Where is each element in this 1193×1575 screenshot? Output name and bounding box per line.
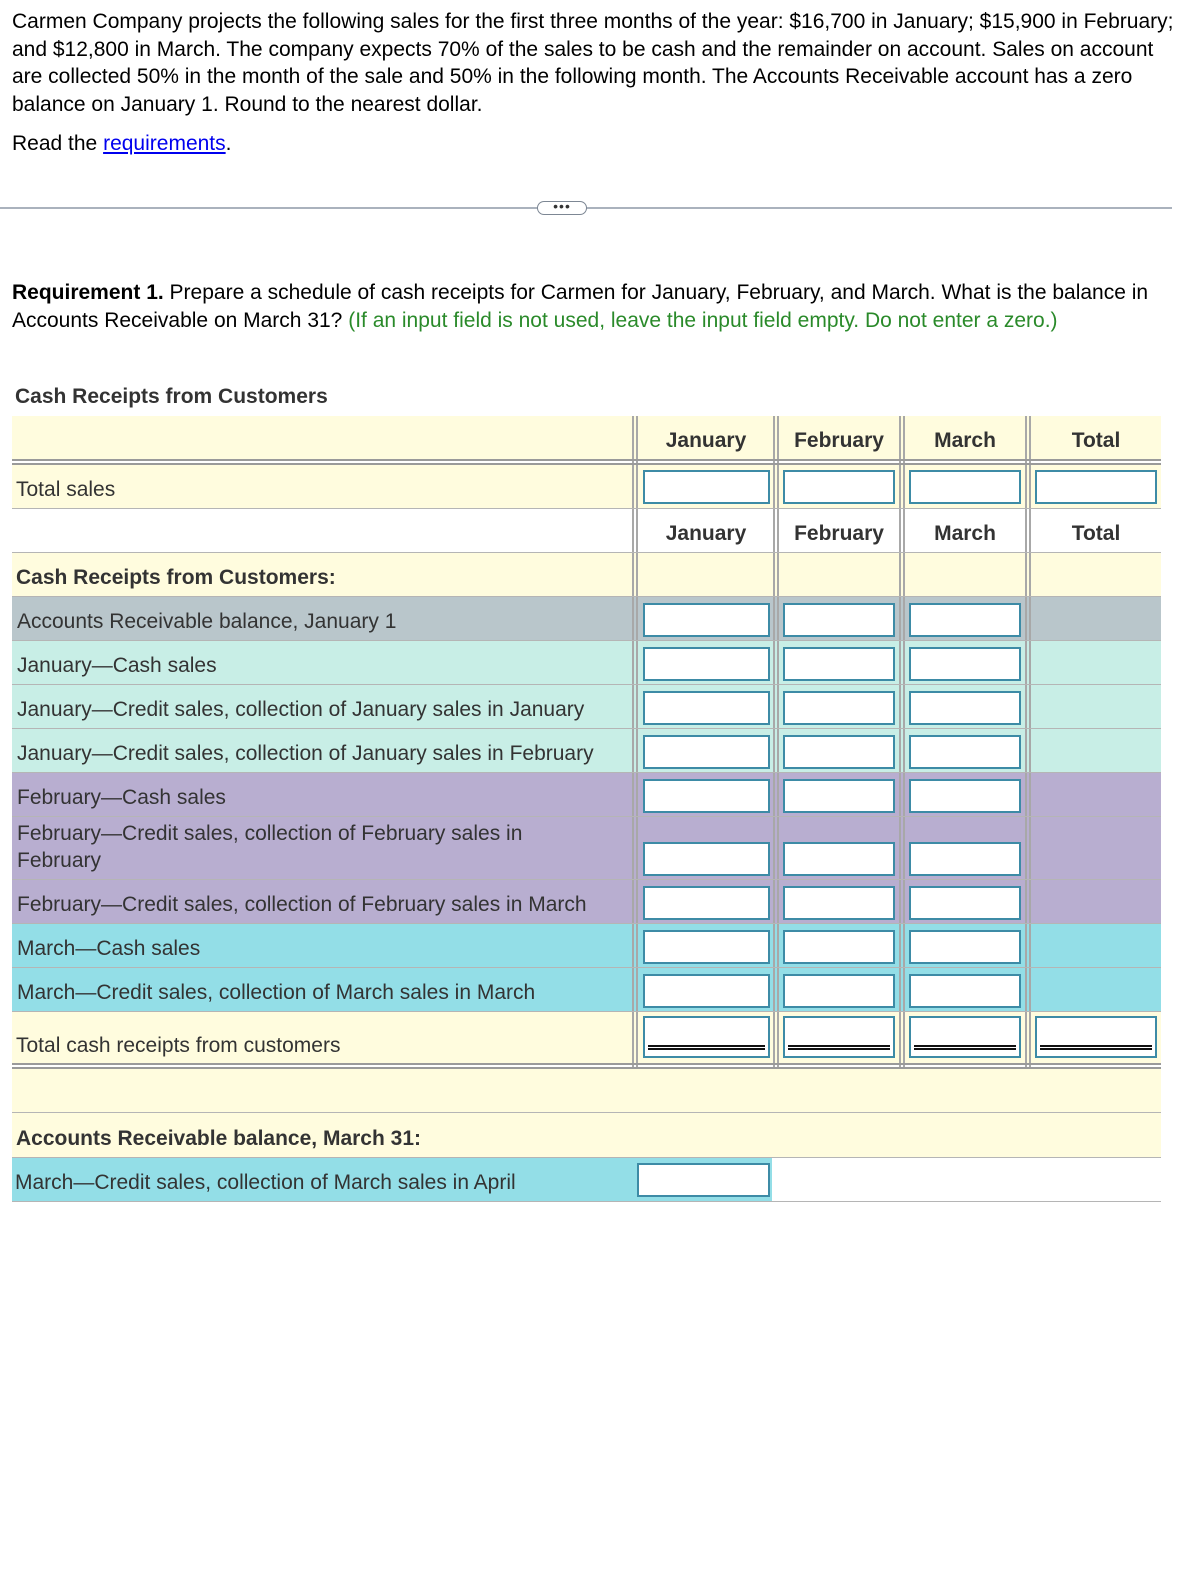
double-underline <box>788 1045 890 1050</box>
total-cash-february-input[interactable] <box>783 1016 895 1058</box>
double-underline <box>1040 1045 1152 1050</box>
requirement-body: Prepare a schedule of cash receipts for Carmen for January, February, and March. What is the balance in Accounts Receivable on March 31? <box>12 281 1149 332</box>
jan-credit-jan-march-input[interactable] <box>909 691 1021 725</box>
jan-cash-february-input[interactable] <box>783 647 895 681</box>
section-label: Cash Receipts from Customers: <box>16 566 336 589</box>
row-label: January—Credit sales, collection of January sales in January <box>17 698 585 721</box>
mar-cash-january-input[interactable] <box>643 930 770 964</box>
rule <box>12 1201 1161 1202</box>
rule <box>12 967 1161 968</box>
feb-credit-mar-march-input[interactable] <box>909 886 1021 920</box>
read-suffix: . <box>225 132 232 155</box>
feb-cash-march-input[interactable] <box>909 779 1021 813</box>
rule <box>12 879 1161 880</box>
row-label: February—Credit sales, collection of February sales in February <box>17 822 523 872</box>
total-sales-march-input[interactable] <box>909 470 1021 504</box>
ar-march31-label: Accounts Receivable balance, March 31: <box>16 1127 421 1150</box>
jan-cash-january-input[interactable] <box>643 647 770 681</box>
total-cash-january-input[interactable] <box>643 1016 770 1058</box>
rule <box>12 552 1161 553</box>
jan-credit-feb-january-input[interactable] <box>643 735 770 769</box>
col-sep <box>903 416 905 1068</box>
requirement-label: Requirement 1. <box>12 281 164 304</box>
rule <box>12 728 1161 729</box>
ar-jan1-total-disabled <box>1031 597 1161 641</box>
rule <box>12 508 1161 509</box>
ar-jan1-january-input[interactable] <box>643 603 770 637</box>
jan-credit-jan-february-input[interactable] <box>783 691 895 725</box>
total-cash-total-input[interactable] <box>1035 1016 1157 1058</box>
rule <box>12 1157 1161 1158</box>
rule <box>12 1063 1161 1065</box>
rule <box>12 463 1161 465</box>
total-sales-february-input[interactable] <box>783 470 895 504</box>
requirement-text <box>12 279 1162 334</box>
ar-march31-input[interactable] <box>637 1163 770 1197</box>
total-sales-total-input[interactable] <box>1035 470 1157 504</box>
mar-cash-february-input[interactable] <box>783 930 895 964</box>
mar-credit-mar-january-input[interactable] <box>643 974 770 1008</box>
read-requirements-line <box>12 132 231 156</box>
rule <box>12 640 1161 641</box>
rule <box>12 816 1161 817</box>
rule <box>12 596 1161 597</box>
rule <box>12 1011 1161 1012</box>
feb-cash-february-input[interactable] <box>783 779 895 813</box>
rule <box>12 1067 1161 1069</box>
row-label: January—Cash sales <box>17 654 217 677</box>
row-label: March—Credit sales, collection of March sales in March <box>17 981 536 1004</box>
col-sep <box>899 416 901 1068</box>
total-cash-label: Total cash receipts from customers <box>16 1034 341 1057</box>
feb-credit-feb-february-input[interactable] <box>783 842 895 876</box>
rule <box>12 923 1161 924</box>
total-sales-january-input[interactable] <box>643 470 770 504</box>
row-label: March—Cash sales <box>17 937 201 960</box>
ar-jan1-february-input[interactable] <box>783 603 895 637</box>
jan-credit-jan-january-input[interactable] <box>643 691 770 725</box>
col-sep <box>636 416 638 1068</box>
col-sep <box>1029 416 1031 1068</box>
col-sep <box>777 416 779 1068</box>
feb-credit-feb-january-input[interactable] <box>643 842 770 876</box>
spacer-row <box>12 1068 1161 1112</box>
row-label: February—Cash sales <box>17 786 226 809</box>
problem-statement <box>12 8 1177 118</box>
total-cash-march-input[interactable] <box>909 1016 1021 1058</box>
feb-credit-mar-january-input[interactable] <box>643 886 770 920</box>
expand-more-button[interactable]: ••• <box>537 201 587 215</box>
col-sep <box>632 416 634 1068</box>
ar-april-label: March—Credit sales, collection of March sales in April <box>15 1171 516 1194</box>
double-underline <box>648 1045 765 1050</box>
jan-cash-march-input[interactable] <box>909 647 1021 681</box>
col-sep <box>1025 416 1027 1068</box>
total-sales-label: Total sales <box>16 478 116 501</box>
rule <box>12 684 1161 685</box>
requirement-note: (If an input field is not used, leave the input field empty. Do not enter a zero.) <box>348 308 1058 332</box>
rule <box>12 772 1161 773</box>
mar-credit-mar-march-input[interactable] <box>909 974 1021 1008</box>
schedule-title: Cash Receipts from Customers <box>15 385 328 408</box>
col-sep <box>773 416 775 1068</box>
row-label: Accounts Receivable balance, January 1 <box>17 610 397 633</box>
ar-jan1-march-input[interactable] <box>909 603 1021 637</box>
row-label: February—Credit sales, collection of February sales in March <box>17 893 587 916</box>
jan-credit-feb-february-input[interactable] <box>783 735 895 769</box>
feb-credit-mar-february-input[interactable] <box>783 886 895 920</box>
problem-paragraph: Carmen Company projects the following sales for the first three months of the year: $16,700 in January; $15,900 in February; and $12,800 in March. The company expects 70% of the sales to be cash and the remainder on account. Sales on account are collected 50% in the month of the sale and 50% in the following month. The Accounts Receivable account has a zero balance on January 1. Round to the nearest dollar. <box>12 10 1174 116</box>
double-underline <box>914 1045 1016 1050</box>
feb-cash-january-input[interactable] <box>643 779 770 813</box>
rule <box>12 459 1161 461</box>
mar-credit-mar-february-input[interactable] <box>783 974 895 1008</box>
read-prefix: Read the <box>12 132 98 155</box>
feb-credit-feb-march-input[interactable] <box>909 842 1021 876</box>
jan-credit-feb-march-input[interactable] <box>909 735 1021 769</box>
requirements-link[interactable]: requirements <box>103 132 226 155</box>
mar-cash-march-input[interactable] <box>909 930 1021 964</box>
rule <box>12 1112 1161 1113</box>
row-label: January—Credit sales, collection of January sales in February <box>17 742 594 765</box>
